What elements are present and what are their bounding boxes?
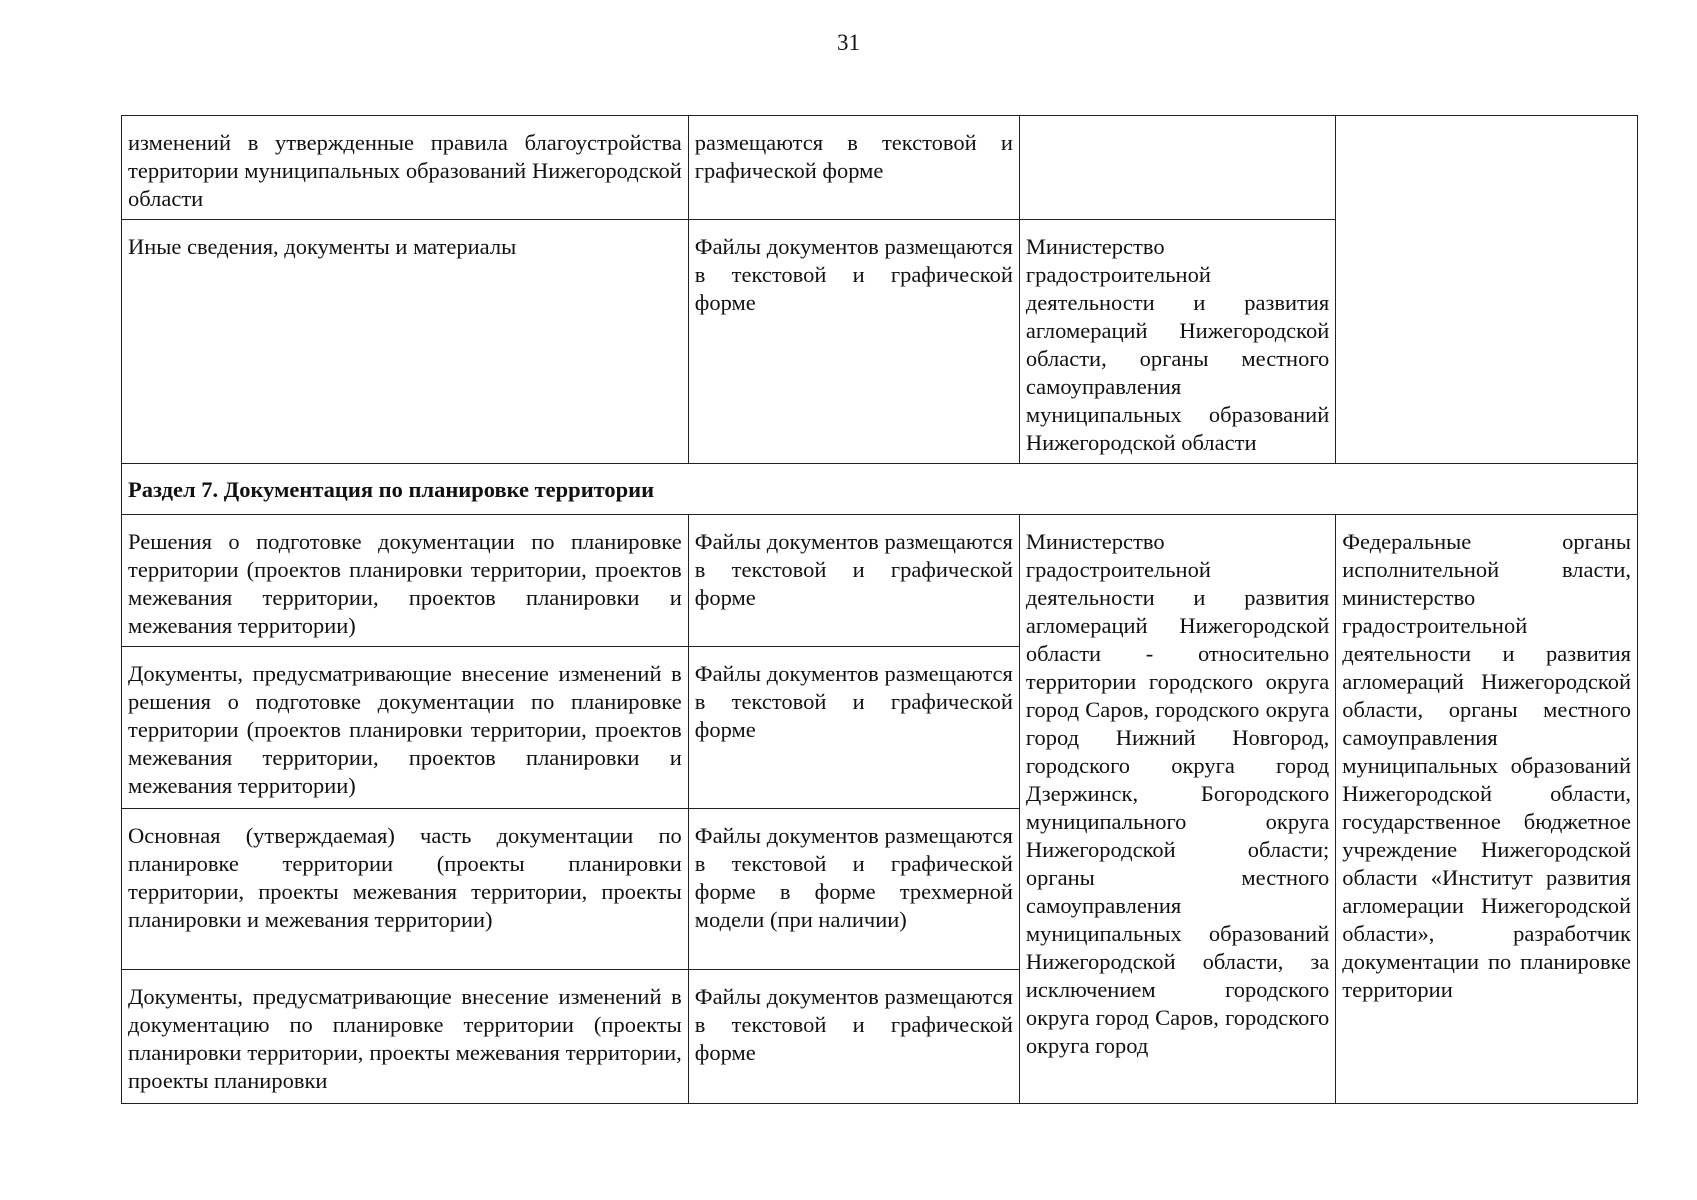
- providers-text: Федеральные органы исполнительной власти, министерство градостроительной деятельности и развития агломераций Нижегородской области, органы местного самоуправления муниципальных образований Нижегородской области, государственное бюджетное учреждение Нижегородской области «Институт развития агломерации Нижегородской области», разработчик документации по планировке территории: [1342, 529, 1631, 1002]
- section-heading: Раздел 7. Документация по планировке территории: [122, 464, 1638, 515]
- document-text: Основная (утверждаемая) часть документации по планировке территории (проекты планировки территории, проекты межевания территории, проекты планировки и межевания территории): [128, 823, 682, 932]
- format-cell: [688, 515, 1019, 647]
- document-text: Решения о подготовке документации по планировке территории (проектов планировки территории, проектов межевания территории, проектов планировки и межевания территории): [128, 529, 682, 638]
- section-row: [122, 464, 1638, 515]
- responsible-text: Министерство градостроительной деятельности и развития агломераций Нижегородской области, органы местного самоуправления муниципальных образований Нижегородской области: [1025, 234, 1330, 455]
- document-cell: [122, 116, 689, 220]
- document-cell: [122, 220, 689, 464]
- responsible-text: Министерство градостроительной деятельности и развития агломераций Нижегородской области - относительно территории городского округа город Саров, городского округа город Нижний Новгород, городского округа город Дзержинск, Богородского муниципального округа Нижегородской области; органы местного самоуправления муниципальных образований Нижегородской области, за исключением городского округа город Саров, городского округа город: [1025, 529, 1330, 1058]
- table-row: [122, 116, 1638, 220]
- responsible-cell: [1019, 116, 1335, 220]
- format-text: Файлы документов размещаются в текстовой и графической форме: [694, 234, 1013, 315]
- responsible-cell: [1019, 515, 1335, 1104]
- format-cell: [688, 647, 1019, 809]
- format-text: Файлы документов размещаются в текстовой и графической форме в форме трехмерной модели (при наличии): [694, 823, 1013, 932]
- page-number: 31: [837, 30, 860, 55]
- document-cell: [122, 515, 689, 647]
- document-cell: [122, 647, 689, 809]
- responsible-cell: [1019, 220, 1335, 464]
- providers-cell: [1336, 116, 1638, 464]
- document-cell: [122, 809, 689, 970]
- format-cell: [688, 809, 1019, 970]
- format-cell: [688, 970, 1019, 1104]
- document-text: Иные сведения, документы и материалы: [128, 234, 517, 259]
- documents-table: [121, 115, 1638, 1104]
- document-text: изменений в утвержденные правила благоустройства территории муниципальных образований Нижегородской области: [128, 130, 682, 211]
- format-text: Файлы документов размещаются в текстовой и графической форме: [694, 529, 1013, 610]
- document-text: Документы, предусматривающие внесение изменений в решения о подготовке документации по планировке территории (проектов планировки территории, проектов межевания территории, проектов планировки и межевания территории): [128, 661, 682, 798]
- format-text: размещаются в текстовой и графической форме: [694, 130, 1013, 183]
- table-row: [122, 515, 1638, 647]
- document-cell: [122, 970, 689, 1104]
- format-text: Файлы документов размещаются в текстовой и графической форме: [694, 661, 1013, 742]
- format-text: Файлы документов размещаются в текстовой и графической форме: [694, 984, 1013, 1065]
- format-cell: [688, 220, 1019, 464]
- document-text: Документы, предусматривающие внесение изменений в документацию по планировке территории (проекты планировки территории, проекты межевания территории, проекты планировки: [128, 984, 682, 1093]
- providers-cell: [1336, 515, 1638, 1104]
- format-cell: [688, 116, 1019, 220]
